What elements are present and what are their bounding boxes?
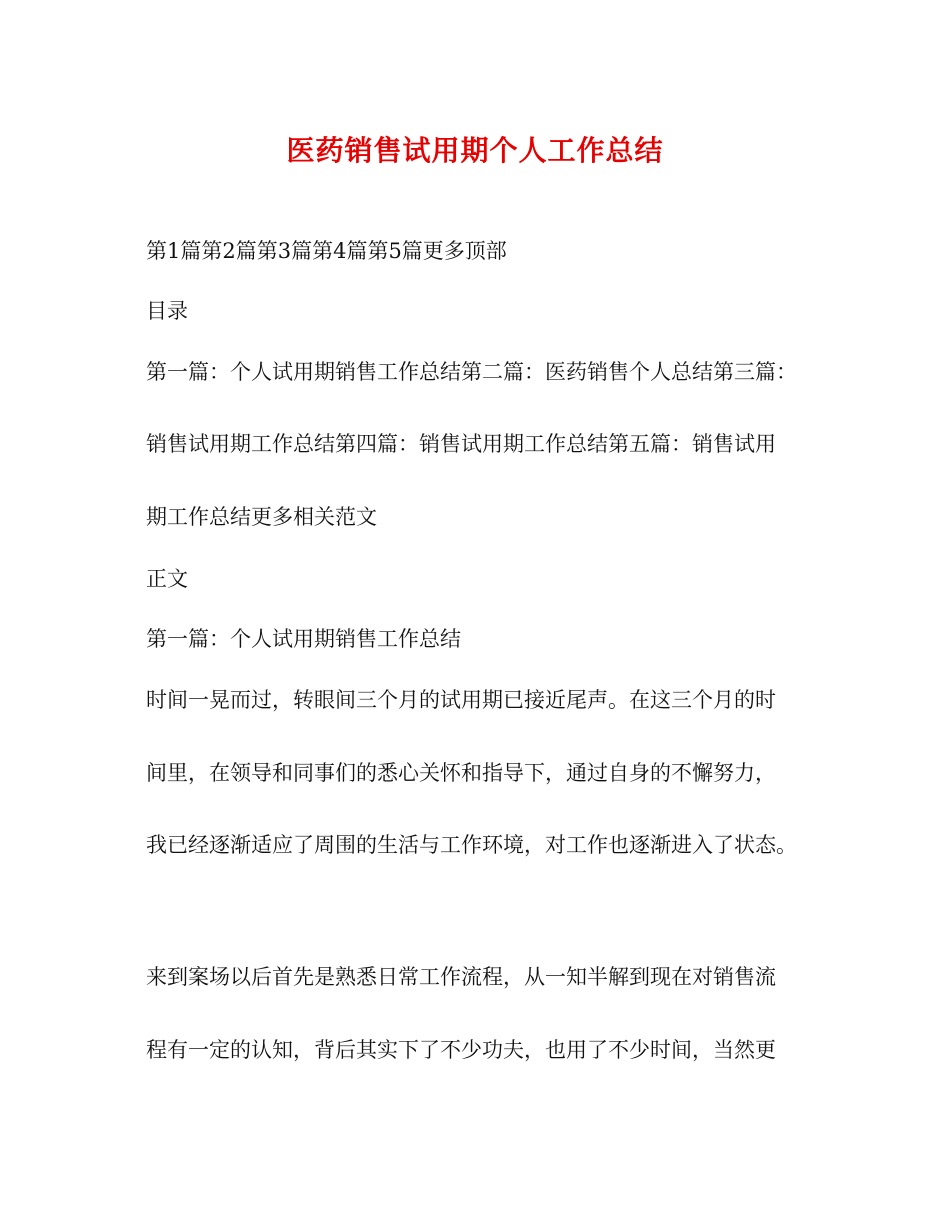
body-heading: 正文: [146, 567, 188, 591]
paragraph-line: 时间一晃而过，转眼间三个月的试用期已接近尾声。在这三个月的时: [146, 688, 776, 712]
paragraph-line: 间里，在领导和同事们的悉心关怀和指导下，通过自身的不懈努力，: [146, 761, 776, 785]
toc-line: 期工作总结更多相关范文: [146, 505, 377, 529]
document-title: 医药销售试用期个人工作总结: [286, 134, 664, 167]
section-nav-links: 第1篇第2篇第3篇第4篇第5篇更多顶部: [146, 239, 507, 263]
paragraph-line: 来到案场以后首先是熟悉日常工作流程，从一知半解到现在对销售流: [146, 965, 776, 989]
toc-line: 第一篇：个人试用期销售工作总结第二篇：医药销售个人总结第三篇：: [146, 360, 797, 384]
toc-heading: 目录: [146, 299, 188, 323]
paragraph-line: 程有一定的认知，背后其实下了不少功夫，也用了不少时间，当然更: [146, 1038, 776, 1062]
paragraph-line: 我已经逐渐适应了周围的生活与工作环境，对工作也逐渐进入了状态。: [146, 833, 797, 857]
toc-line: 销售试用期工作总结第四篇：销售试用期工作总结第五篇：销售试用: [146, 432, 776, 456]
section-title: 第一篇：个人试用期销售工作总结: [146, 627, 461, 651]
